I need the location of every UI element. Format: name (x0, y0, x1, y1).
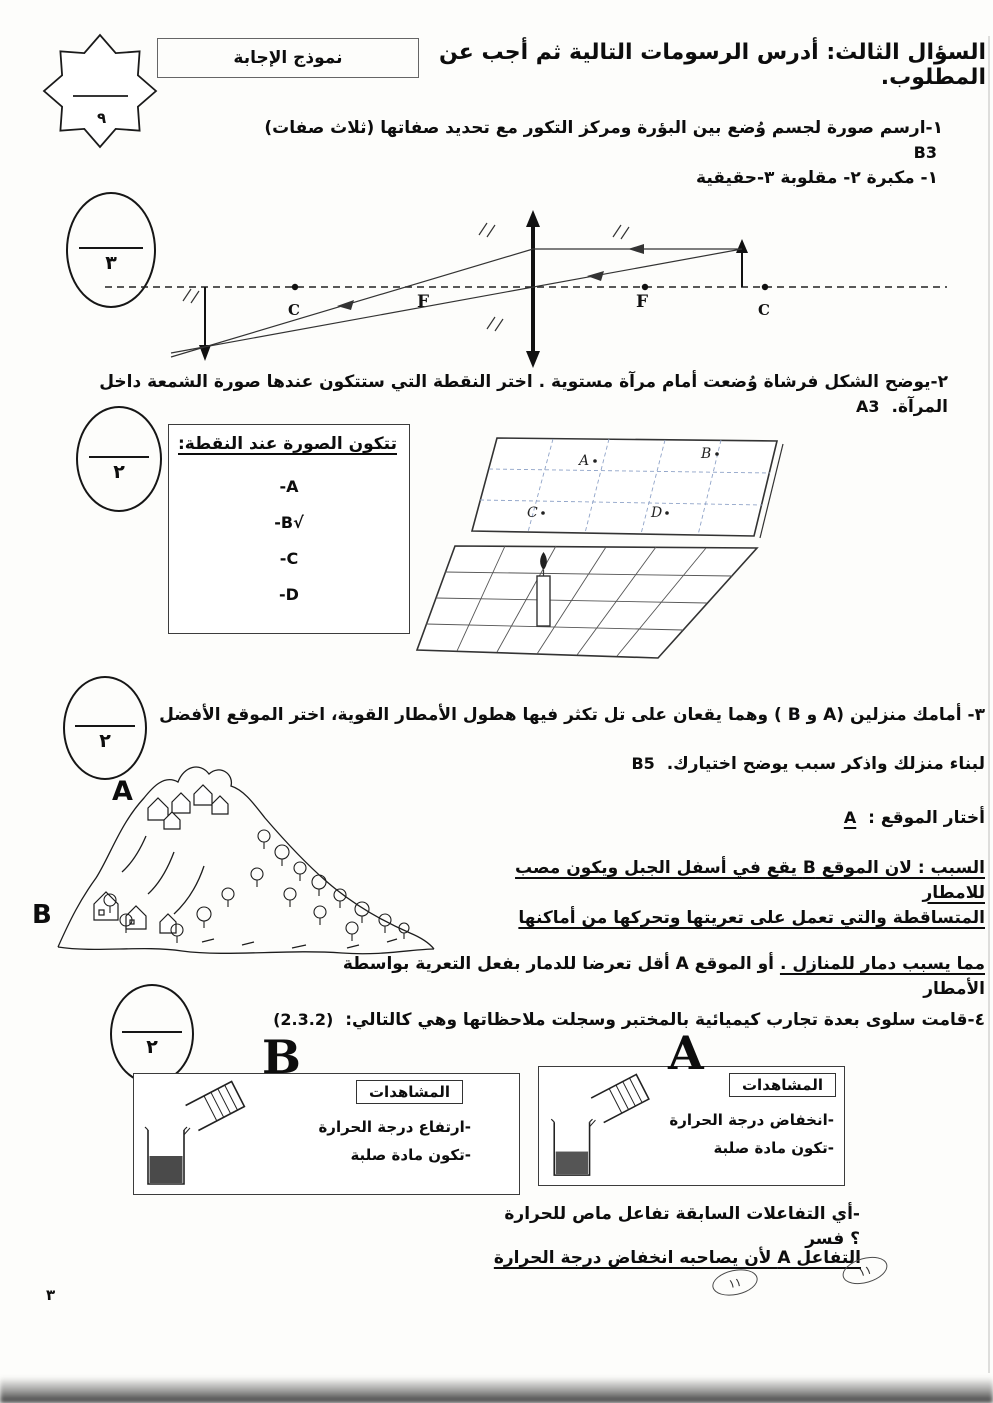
label-f-left: F (417, 292, 430, 312)
experiment-b-box (133, 1073, 520, 1195)
beaker-liquid (150, 1156, 183, 1183)
q3-choice-value: A (843, 808, 857, 827)
point-a-dot (593, 459, 597, 463)
point-c-right-dot (762, 284, 768, 290)
mountain-house-a-label: A (112, 776, 133, 807)
tick-mark-2 (487, 317, 503, 331)
q4-prompt-line (213, 1008, 985, 1033)
q2-answer-box (168, 424, 410, 634)
tick-mark-1 (479, 223, 495, 237)
grade-seal-star (40, 33, 162, 153)
q2-score-value: ٢ (113, 461, 125, 484)
trees (104, 830, 409, 943)
q2-score-badge (76, 406, 162, 512)
q4-score-badge (110, 984, 194, 1084)
q4-answer-line: التفاعل A لأن يصاحبه انخفاض درجة الحرارة (493, 1248, 861, 1268)
experiment-a-box (538, 1066, 845, 1186)
option-d: -D (279, 585, 299, 604)
beakers-illustration-b (140, 1080, 290, 1190)
ray-arrowhead-1 (628, 244, 644, 254)
q3-reason-line2: المتساقطة والتي تعمل على تعريتها وتحركها من أماكنها (518, 908, 985, 928)
q3-reason-line3-rest: أو الموقع A أقل تعرضا للدمار بفعل التعرية بواسطة الأمطار (342, 954, 985, 999)
q3-reason-line3 (290, 952, 985, 1001)
answer-model-box (157, 38, 419, 78)
q1-score-value: ٣ (105, 252, 117, 275)
point-b-dot (715, 452, 719, 456)
observation-a-1: -انخفاض درجة الحرارة (669, 1111, 834, 1129)
score-divider (89, 456, 150, 458)
hilltop-village (148, 785, 228, 829)
observation-b-1: -ارتفاع درجة الحرارة (318, 1118, 471, 1136)
scan-edge-artifact (988, 36, 990, 1373)
q1-prompt-text: ١-ارسم صورة لجسم وُضع بين البؤرة ومركز التكور مع تحديد صفاتها (ثلاث صفات) (264, 118, 943, 138)
ray-arrowhead-3 (337, 300, 354, 310)
q3-reason-line1: السبب : لان الموقع B يقع في أسفل الجبل ويكون مصب للامطار (515, 858, 985, 903)
q3-prompt-line1: ٣- أمامك منزلين (A و B ) وهما يقعان على تل تكثر فيها هطول الأمطار القوية، اختر الموقع الأفضل (159, 705, 985, 725)
experiment-a-letter: A (668, 1026, 704, 1080)
lens-ray-diagram (95, 197, 963, 377)
label-c-right: C (758, 301, 770, 319)
q4-prompt-text: ٤-قامت سلوى بعدة تجارب كيميائية بالمختبر وسجلت ملاحظاتها وهي كالتالي: (345, 1010, 985, 1030)
beaker-rim (145, 1127, 187, 1130)
label-c-left: C (288, 301, 300, 319)
handwritten-mark-2: ١١ (839, 1252, 890, 1289)
candle-body (537, 576, 550, 626)
option-a: -A (279, 477, 299, 496)
q1-standard-code: B3 (913, 142, 937, 162)
object-arrowhead (736, 239, 748, 253)
beaker-liquid (556, 1152, 588, 1175)
observations-list-b (318, 1114, 471, 1170)
point-c-dot (541, 511, 545, 515)
observations-list-a (669, 1107, 834, 1163)
point-c-left-dot (292, 284, 298, 290)
q3-score-value: ٢ (99, 730, 111, 752)
observations-title-a: المشاهدات (729, 1073, 836, 1097)
experiment-b-letter: B (262, 1030, 301, 1084)
q2-answer-box-title: تتكون الصورة عند النقطة: (178, 434, 397, 454)
q3-prompt-line2 (540, 752, 985, 777)
option-c: -C (279, 549, 299, 568)
q3-standard-code: B5 (631, 754, 655, 773)
seal-score-value: ٩ (97, 109, 107, 127)
option-b-checked: -B√ (274, 513, 304, 532)
label-f-right: F (636, 292, 649, 312)
tick-mark-3 (183, 289, 199, 303)
score-divider (75, 725, 134, 727)
q3-choice-label: أختار الموقع : (868, 808, 985, 828)
plane-mirror (472, 438, 777, 536)
tick-mark-4 (613, 225, 629, 239)
question-three-title: السؤال الثالث: أدرس الرسومات التالية ثم أجب عن المطلوب. (438, 40, 986, 90)
lens-arrowhead-top (526, 210, 540, 227)
mountain-house-b-label: B (32, 900, 52, 930)
mountain-illustration (52, 752, 442, 960)
star-outline (44, 35, 156, 147)
q4-score-value: ٢ (146, 1035, 158, 1058)
q2-prompt-text: ٢-يوضح الشكل فرشاة وُضعت أمام مرآة مستوية . اختر النقطة التي ستتكون عندها صورة الشمعة داخل المرآة. (99, 372, 948, 417)
q2-prompt-line (68, 370, 948, 419)
q1-answer-line: ١- مكبرة ٢- مقلوبة ٣-حقيقية (696, 168, 938, 188)
observation-b-2: -تكون مادة صلبة (350, 1145, 471, 1164)
observation-a-2: -تكون مادة صلبة (713, 1138, 834, 1157)
mirror-candle-diagram (413, 424, 795, 670)
mirror-point-b: B (701, 446, 712, 462)
page-number: ٣ (46, 1286, 56, 1304)
q2-options-list (169, 477, 409, 604)
answer-model-label: نموذج الإجابة (233, 48, 343, 68)
lens-arrowhead-bottom (526, 351, 540, 368)
valley-houses (94, 892, 176, 933)
q4-sub-question: -أي التفاعلات السابقة تفاعل ماص للحرارة ؟ فسر (504, 1204, 860, 1249)
handwritten-mark-1: ١١ (710, 1265, 760, 1299)
q3-choice-line (735, 806, 985, 831)
scan-bottom-shadow (0, 1377, 993, 1403)
beaker-rim (551, 1119, 592, 1122)
score-divider (122, 1031, 181, 1033)
mirror-point-a: A (579, 453, 590, 469)
ray-arrowhead-2 (587, 271, 604, 281)
q1-prompt-line (243, 116, 943, 165)
observations-title-b: المشاهدات (356, 1080, 463, 1104)
point-d-dot (665, 511, 669, 515)
q2-standard-code: A3 (856, 396, 880, 416)
mirror-point-c: C (527, 505, 538, 521)
q3-prompt-line2-text: لبناء منزلك واذكر سبب يوضح اختيارك. (666, 754, 985, 774)
central-ray (171, 249, 742, 353)
mirror-point-d: D (651, 505, 663, 521)
point-f-right-dot (642, 284, 648, 290)
q4-standard-code: (2.3.2) (273, 1010, 334, 1029)
q3-reason-line3-underlined: مما يسبب دمار للمنازل . (779, 954, 985, 974)
